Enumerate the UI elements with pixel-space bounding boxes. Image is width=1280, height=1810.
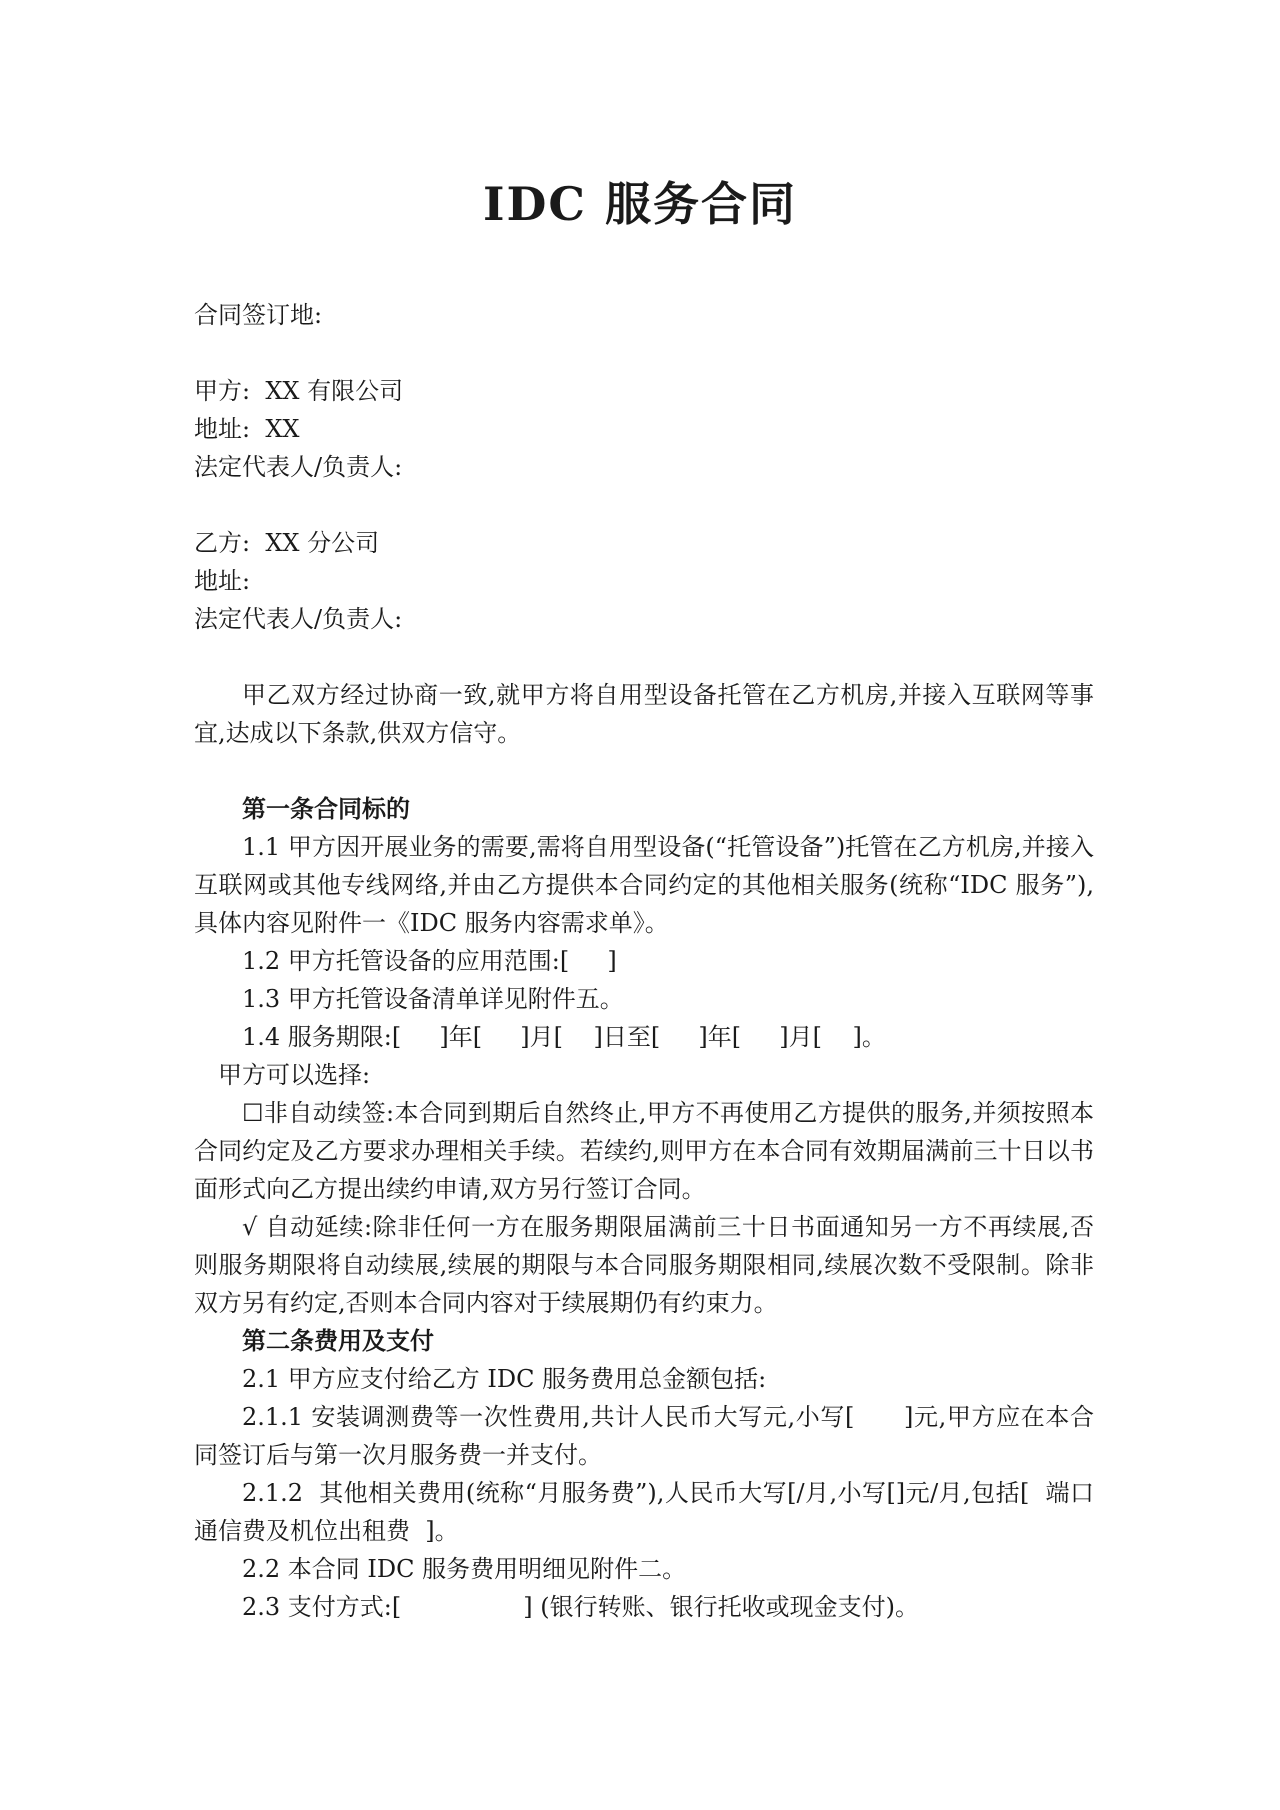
document-body [194,296,1094,1626]
party-a-representative: 法定代表人/负责人: [194,453,403,481]
signing-place: 合同签订地: [194,301,323,329]
spacer [194,752,1094,790]
clause-1-2: 1.2 甲方托管设备的应用范围:[ ] [242,947,617,975]
option-non-auto-renewal: ☐非自动续签:本合同到期后自然终止,甲方不再使用乙方提供的服务,并须按照本合同约定及乙方要求办理相关手续。若续约,则甲方在本合同有效期届满前三十日以书面形式向乙方提出续约申请,双方另行签订合同。 [194,1099,1094,1203]
article-1-heading: 第一条合同标的 [242,794,410,823]
clause-2-1-1: 2.1.1 安装调测费等一次性费用,共计人民币大写元,小写[ ]元,甲方应在本合同签订后与第一次月服务费一并支付。 [194,1403,1094,1469]
clause-1-1: 1.1 甲方因开展业务的需要,需将自用型设备(“托管设备”)托管在乙方机房,并接入互联网或其他专线网络,并由乙方提供本合同约定的其他相关服务(统称“IDC 服务”),具体内容见附件一《IDC 服务内容需求单》。 [194,833,1094,937]
clause-2-3: 2.3 支付方式:[ ] (银行转账、银行托收或现金支付)。 [242,1593,920,1621]
clause-2-1-2: 2.1.2 其他相关费用(统称“月服务费”),人民币大写[/月,小写[]元/月,包括[ 端口通信费及机位出租费 ]。 [194,1479,1094,1545]
clause-2-1: 2.1 甲方应支付给乙方 IDC 服务费用总金额包括: [242,1365,767,1393]
spacer [194,486,1094,524]
spacer [194,638,1094,676]
option-label: 甲方可以选择: [218,1061,371,1089]
clause-1-3: 1.3 甲方托管设备清单详见附件五。 [242,985,624,1013]
clause-1-4: 1.4 服务期限:[ ]年[ ]月[ ]日至[ ]年[ ]月[ ]。 [242,1023,886,1051]
party-b-name: 乙方: XX 分公司 [194,529,380,557]
spacer [194,334,1094,372]
party-b-representative: 法定代表人/负责人: [194,605,403,633]
preamble: 甲乙双方经过协商一致,就甲方将自用型设备托管在乙方机房,并接入互联网等事宜,达成以下条款,供双方信守。 [194,681,1094,747]
article-2-heading: 第二条费用及支付 [242,1326,434,1355]
option-auto-renewal: √ 自动延续:除非任何一方在服务期限届满前三十日书面通知另一方不再续展,否则服务期限将自动续展,续展的期限与本合同服务期限相同,续展次数不受限制。除非双方另有约定,否则本合同内容对于续展期仍有约束力。 [194,1213,1094,1317]
party-a-name: 甲方: XX 有限公司 [194,377,404,405]
document-title: IDC 服务合同 [482,177,798,231]
party-b-address: 地址: [194,567,251,595]
party-a-address: 地址: XX [194,415,300,443]
clause-2-2: 2.2 本合同 IDC 服务费用明细见附件二。 [242,1555,687,1583]
